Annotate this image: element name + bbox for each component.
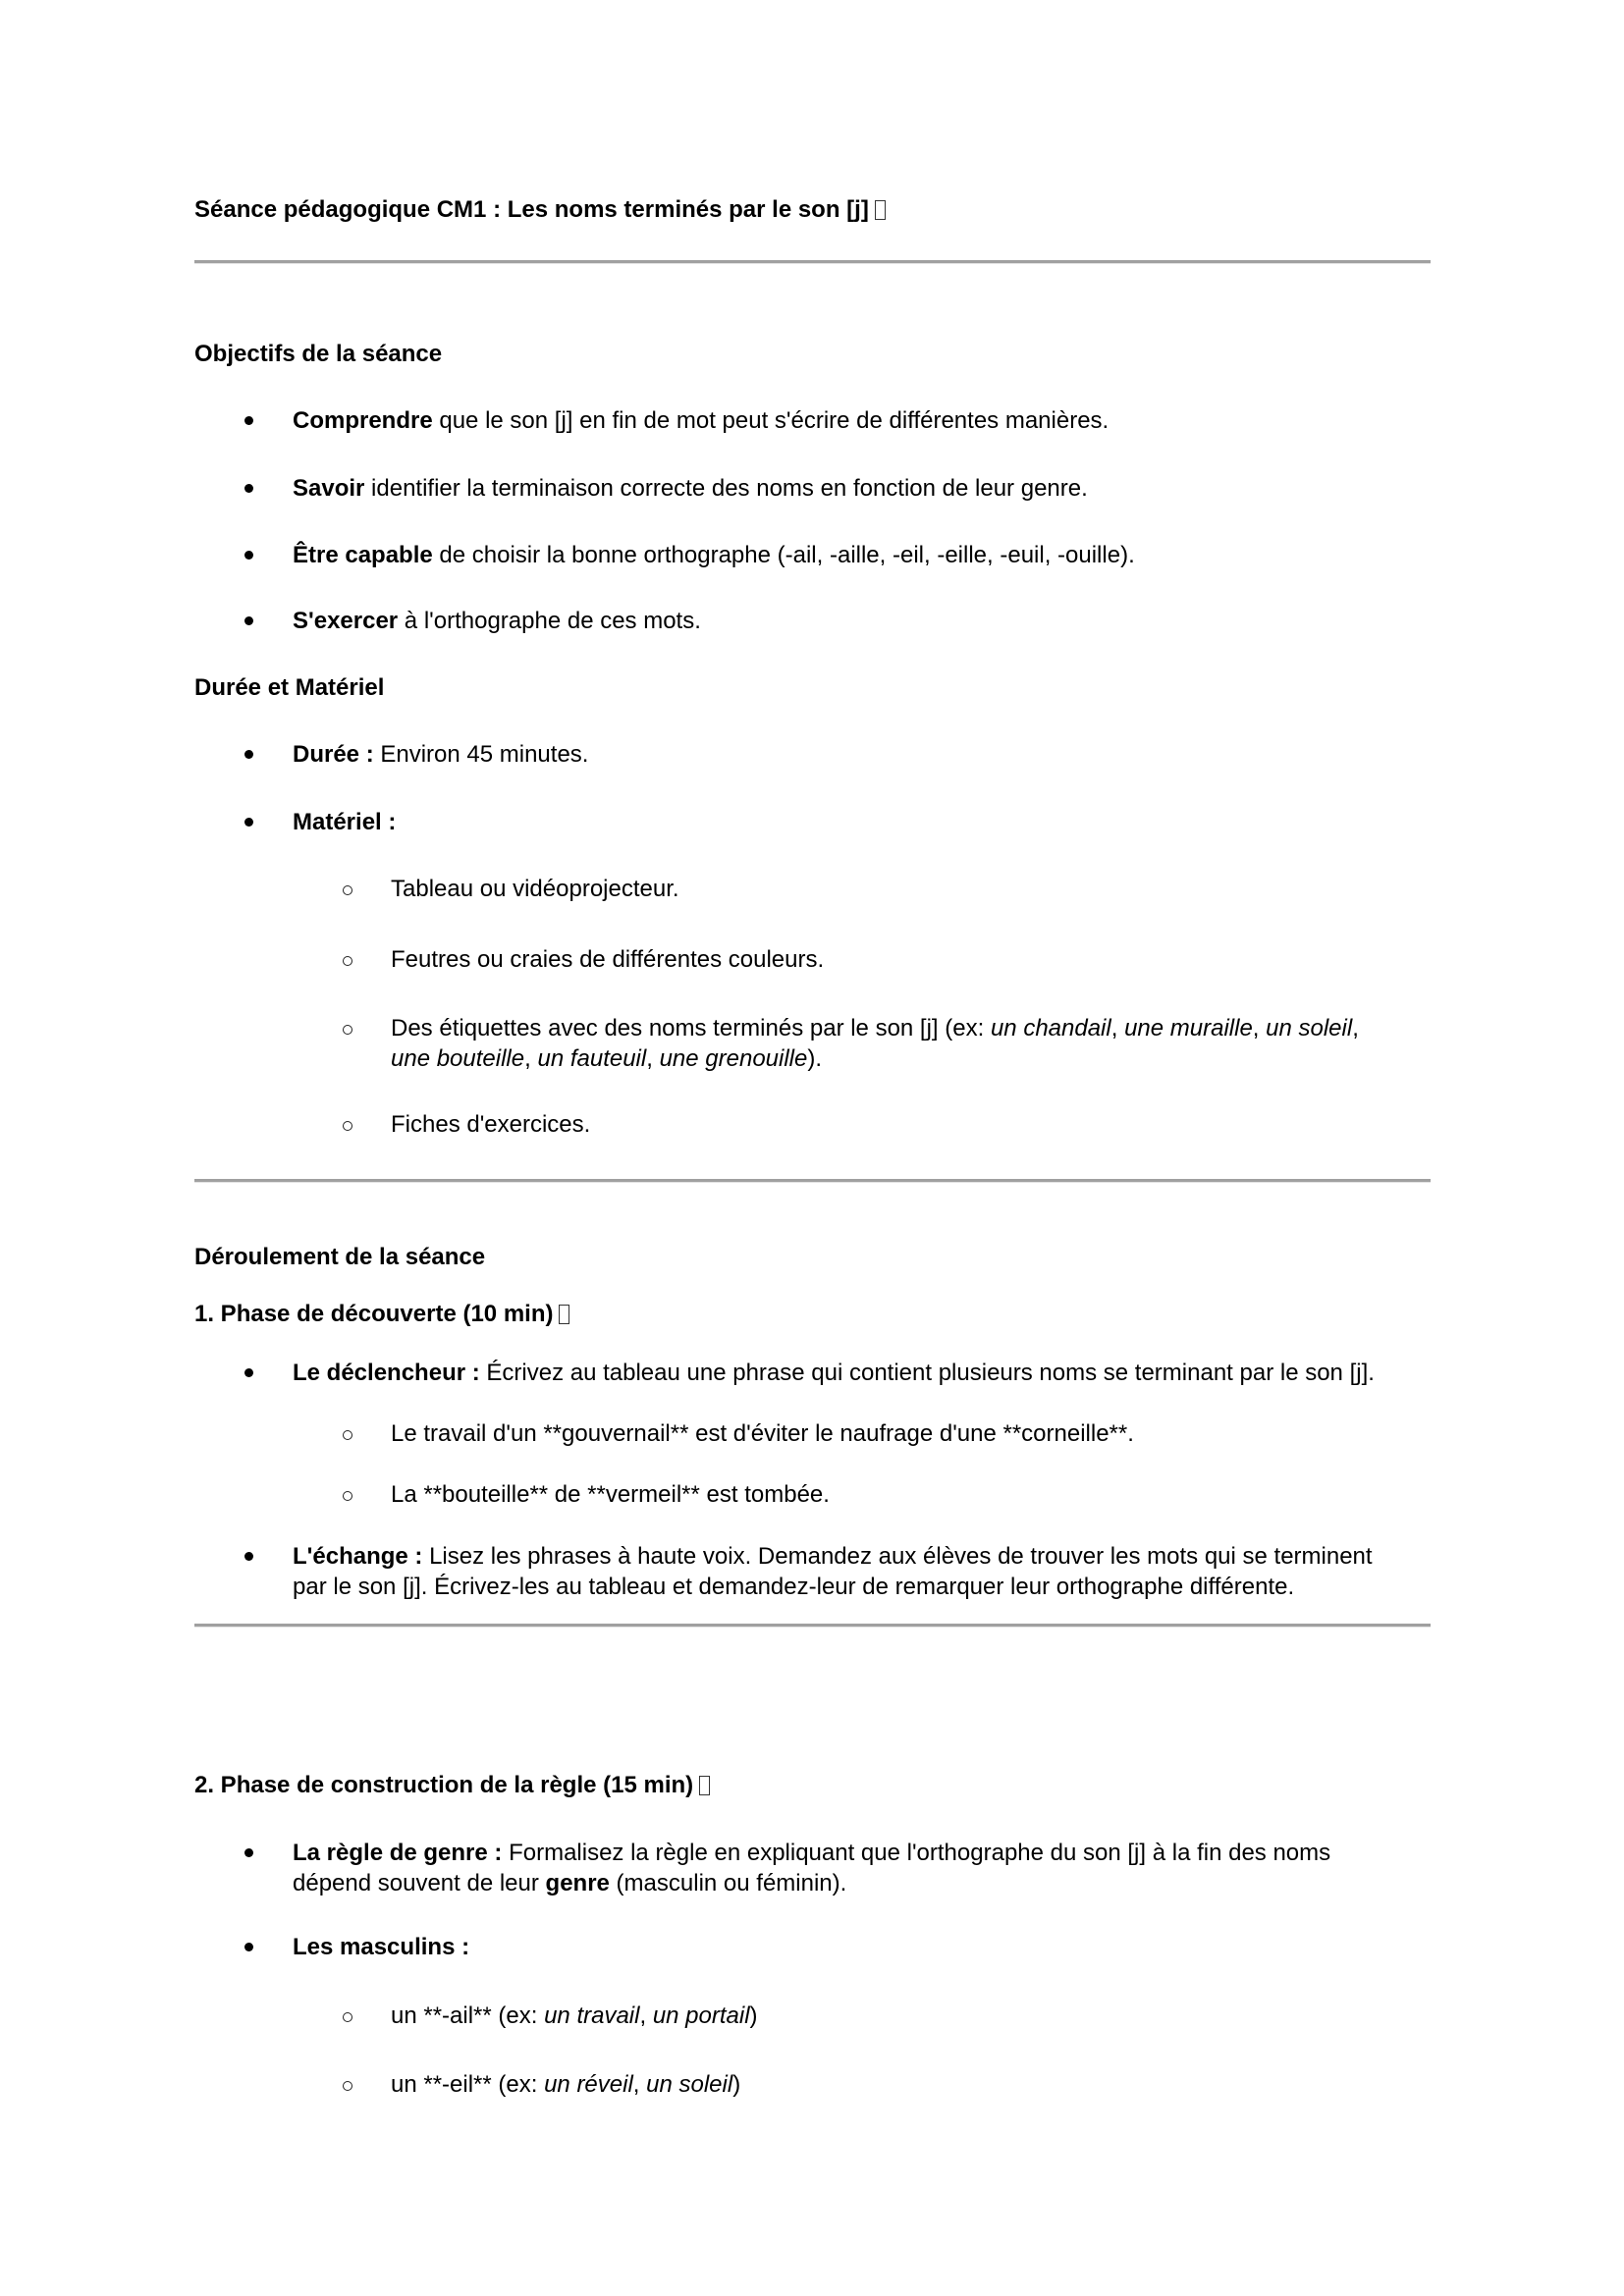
bullet-icon [244,416,253,425]
section-heading-duree-materiel: Durée et Matériel [194,674,385,701]
bullet-icon [244,818,253,827]
section-heading-deroulement: Déroulement de la séance [194,1244,486,1270]
phase-1-title-text: 1. Phase de découverte (10 min) [194,1301,554,1327]
circle-bullet-icon [343,2081,352,2091]
objectif-bold: Comprendre [293,407,433,434]
example-word: un fauteuil [537,1045,647,1072]
example-word: un portail [652,2002,750,2029]
duree-value: Environ 45 minutes. [373,741,589,768]
bullet-icon [244,484,253,493]
objectif-text: à l'orthographe de ces mots. [398,608,701,634]
circle-bullet-icon [343,885,352,895]
echange-text: par le son [j]. Écrivez-les au tableau et demandez-leur de remarquer leur orthographe différente. [293,1574,1295,1600]
objectif-bold: Être capable [293,542,433,568]
missing-glyph-icon [875,200,886,220]
objectif-bold: S'exercer [293,608,399,634]
regle-text: Formalisez la règle en expliquant que l'orthographe du son [j] à la fin des noms [502,1840,1331,1866]
objectif-text: de choisir la bonne orthographe (-ail, -aille, -eil, -eille, -euil, -ouille). [432,542,1135,568]
example-word: un chandail [990,1015,1111,1041]
phase-1-title [194,1299,1624,1329]
bullet-icon [244,551,253,560]
circle-bullet-icon [343,1025,352,1035]
materiel-item-text: Feutres ou craies de différentes couleurs. [391,946,825,973]
objectif-bold: Savoir [293,475,365,502]
materiel-item-text: Tableau ou vidéoprojecteur. [391,876,679,902]
missing-glyph-icon [559,1305,569,1324]
bullet-icon [244,1368,253,1377]
objectif-text: que le son [j] en fin de mot peut s'écrire de différentes manières. [432,407,1110,434]
circle-bullet-icon [343,1430,352,1440]
example-word: un réveil [544,2071,633,2098]
divider [194,1179,1431,1183]
bullet-icon [244,1848,253,1857]
example-word: une muraille [1124,1015,1253,1041]
example-sentence: Le travail d'un **gouvernail** est d'éviter le naufrage d'une **corneille**. [391,1420,1134,1447]
circle-bullet-icon [343,2012,352,2022]
bullet-icon [244,1943,253,1951]
phase-2-title-text: 2. Phase de construction de la règle (15 min) [194,1772,694,1798]
phase-2-title [194,1770,1624,1800]
bullet-icon [244,1552,253,1561]
example-word: un soleil [1266,1015,1353,1041]
echange-text: Lisez les phrases à haute voix. Demandez aux élèves de trouver les mots qui se terminent [422,1543,1373,1570]
objectif-text: identifier la terminaison correcte des noms en fonction de leur genre. [364,475,1088,502]
example-word: un travail [544,2002,640,2029]
declencheur-text: Écrivez au tableau une phrase qui contient plusieurs noms se terminant par le son [j]. [479,1360,1375,1386]
example-word: un soleil [646,2071,733,2098]
etiquettes-text: Des étiquettes avec des noms terminés par le son [j] (ex: un chandail, une muraille, un soleil, une bouteille, un fauteuil, une grenouille). [391,1015,1359,1072]
document-title [194,194,1624,225]
circle-bullet-icon [343,956,352,966]
section-heading-objectifs: Objectifs de la séance [194,341,443,367]
bullet-icon [244,750,253,759]
circle-bullet-icon [343,1491,352,1501]
missing-glyph-icon [699,1776,710,1795]
divider [194,260,1431,264]
materiel-item-text: Fiches d'exercices. [391,1111,591,1138]
example-sentence: La **bouteille** de **vermeil** est tombée. [391,1481,830,1508]
genre-bold: genre [545,1870,610,1896]
circle-bullet-icon [343,1121,352,1131]
duree-label: Durée : [293,741,374,768]
document-title-text: Séance pédagogique CM1 : Les noms terminés par le son [j] [194,196,869,223]
echange-label: L'échange : [293,1543,423,1570]
example-word: une bouteille [391,1045,525,1072]
declencheur-label: Le déclencheur : [293,1360,480,1386]
divider [194,1624,1431,1628]
example-word: une grenouille [659,1045,808,1072]
masculins-label: Les masculins : [293,1934,470,1960]
materiel-label: Matériel : [293,809,397,835]
bullet-icon [244,616,253,625]
regle-label: La règle de genre : [293,1840,503,1866]
